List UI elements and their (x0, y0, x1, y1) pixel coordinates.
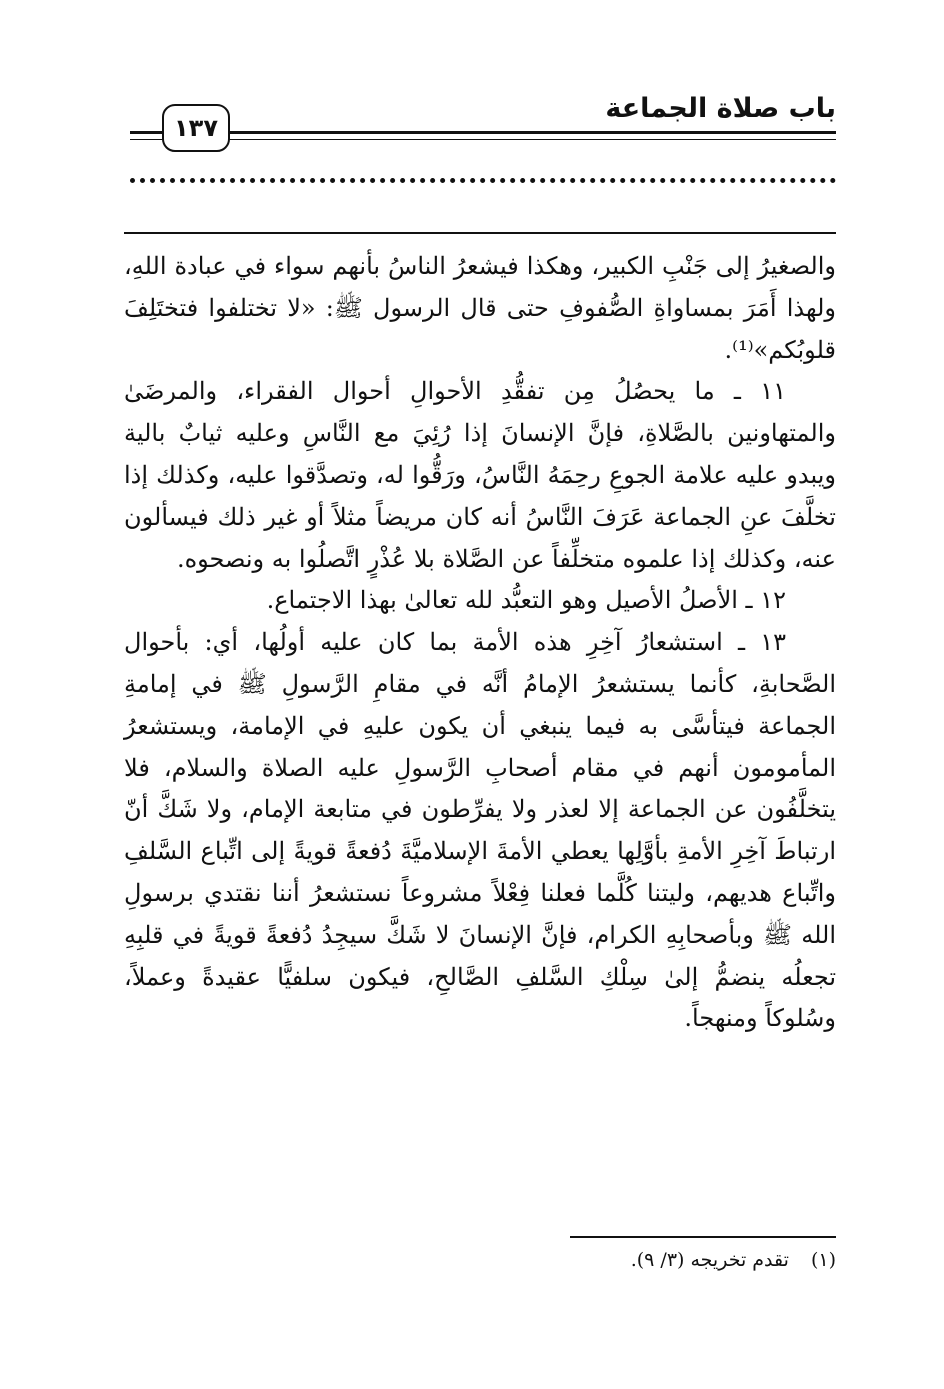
paragraph-point-11: ١١ ـ ما يحصُلُ مِن تفقُّدِ الأحوالِ أحوال الفقراء، والمرضَىٰ والمتهاونين بالصَّلاةِ، فإنَّ الإنسانَ إذا رُئِيَ مع النَّاسِ وعليه ثيابٌ بالية ويبدو عليه علامة الجوعِ رحِمَهُ النَّاسُ، ورَقُّوا له، وتصدَّقوا عليه، وكذلك إذا تخلَّفَ عنِ الجماعة عَرَفَ النَّاسُ أنه كان مريضاً مثلاً أو غير ذلك فيسألون عنه، وكذلك إذا علموه متخلِّفاً عن الصَّلاة بلا عُذْرٍ اتَّصلُوا به ونصحوه. (124, 377, 837, 573)
paragraph-point-12: ١٢ ـ الأصلُ الأصيل وهو التعبُّد لله تعالىٰ بهذا الاجتماع. (266, 586, 786, 615)
footnote-separator (570, 1236, 836, 1238)
main-text (124, 246, 836, 1040)
header-double-rule (130, 131, 836, 140)
text-top-rule (124, 232, 836, 234)
page-number: ١٣٧ (162, 104, 230, 152)
footnote-marker: (١) (810, 1249, 836, 1271)
paragraph-continuation: والصغيرُ إلى جَنْبِ الكبير، وهكذا فيشعرُ الناسُ بأنهم سواء في عبادة اللهِ، ولهذا أَمَرَ بمساواةِ الصُّفوفِ حتى قال الرسول ﷺ: «لا تختلفوا فتختَلِفَ قلوبُكم»⁽¹⁾. (124, 252, 836, 364)
chapter-running-title: باب صلاة الجماعة (605, 93, 836, 124)
paragraph-point-13: ١٣ ـ استشعارُ آخِرِ هذه الأمة بما كان عليه أولُها، أي: بأحوال الصَّحابةِ، كأنما يستشعرُ الإمامُ أنَّه في مقامِ الرَّسولِ ﷺ في إمامةِ الجماعة فيتأسَّى به فيما ينبغي أن يكون عليهِ في الإمامة، ويستشعرُ المأمومون أنهم في مقام أصحابِ الرَّسولِ عليه الصلاة والسلام، فلا يتخلَّفُون عن الجماعة إلا لعذر ولا يفرِّطون في متابعة الإمام، ولا شَكَّ أنّ ارتباطَ آخِرِ الأمةِ بأوَّلِها يعطي الأمةَ الإسلاميَّةَ دُفعةً قويةً إلى اتِّباع السَّلفِ واتِّباع هديهم، وليتنا كُلَّما فعلنا فِعْلاً مشروعاً نستشعرُ أننا نقتدي برسولِ الله ﷺ وبأصحابِهِ الكرام، فإنَّ الإنسانَ لا شَكَّ سيجِدُ دُفعةً قويةً في قلبِهِ تجعلُه ينضمُّ إلىٰ سِلْكِ السَّلفِ الصَّالحِ، فيكون سلفيًّا عقيدةً وعملاً، وسُلوكاً ومنهجاً. (124, 628, 836, 1033)
dotted-separator (130, 178, 836, 183)
footnote-text: تقدم تخريجه (٣/ ٩). (630, 1249, 789, 1271)
footnote-1 (631, 1246, 836, 1274)
